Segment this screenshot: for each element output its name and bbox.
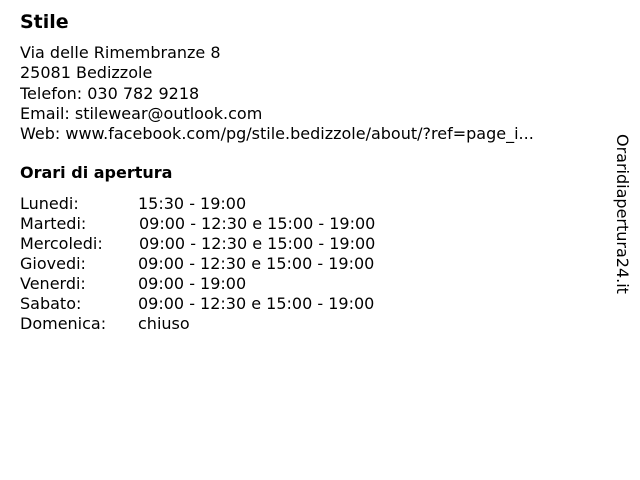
day-label: Venerdi:	[20, 274, 86, 293]
day-label: Sabato:	[20, 294, 82, 313]
website-link[interactable]: Web: www.facebook.com/pg/stile.bedizzole/about/?ref=page_i...	[20, 124, 534, 144]
time-value: 09:00 - 12:30 e 15:00 - 19:00	[139, 234, 376, 253]
business-name: Stile	[20, 11, 69, 33]
site-watermark: Oraridiapertura24.it	[613, 134, 632, 294]
time-value: 09:00 - 12:30 e 15:00 - 19:00	[139, 214, 376, 233]
day-label: Domenica:	[20, 314, 107, 333]
time-value: 09:00 - 12:30 e 15:00 - 19:00	[138, 254, 375, 273]
postal-city: 25081 Bedizzole	[20, 63, 153, 83]
time-value: chiuso	[138, 314, 190, 333]
email-address[interactable]: Email: stilewear@outlook.com	[20, 103, 263, 123]
phone-number[interactable]: Telefon: 030 782 9218	[20, 83, 200, 103]
day-label: Lunedi:	[20, 194, 79, 213]
opening-hours-heading: Orari di apertura	[20, 163, 173, 182]
day-label: Martedi:	[20, 214, 87, 233]
time-value: 09:00 - 12:30 e 15:00 - 19:00	[138, 294, 375, 313]
day-label: Giovedi:	[20, 254, 86, 273]
time-value: 15:30 - 19:00	[138, 194, 247, 213]
street-address: Via delle Rimembranze 8	[20, 43, 221, 62]
day-label: Mercoledi:	[20, 234, 103, 253]
time-value: 09:00 - 19:00	[138, 274, 247, 293]
contact-block	[20, 43, 600, 144]
